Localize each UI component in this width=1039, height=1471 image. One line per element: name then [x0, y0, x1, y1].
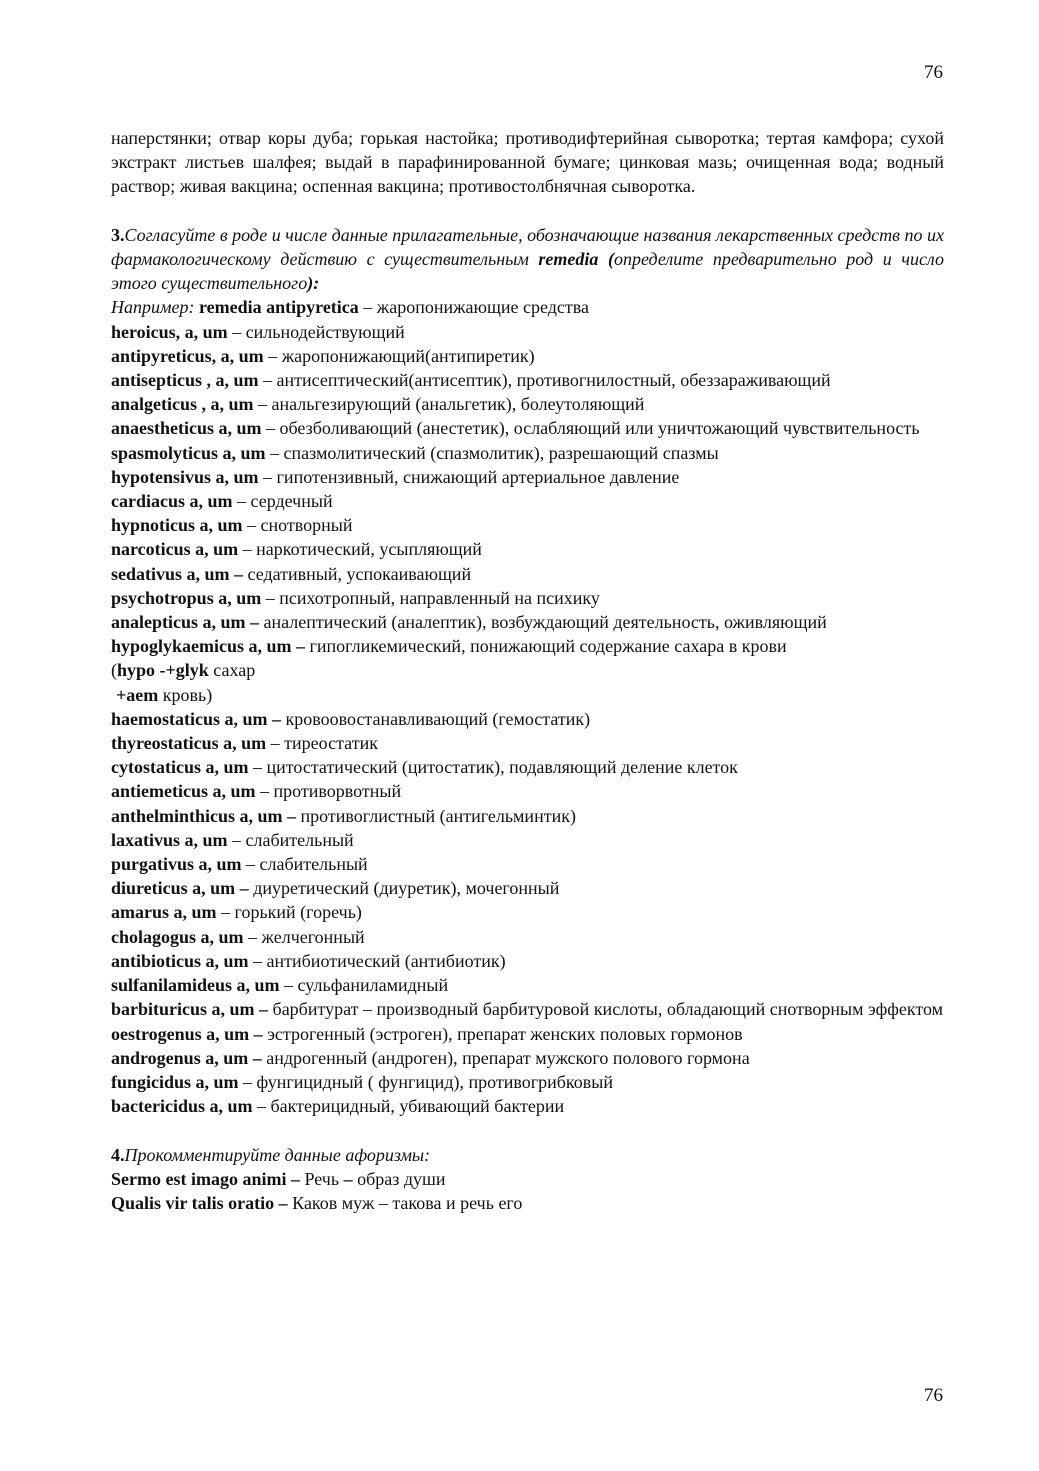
- russian-translation: аналептический (аналептик), возбуждающий деятельность, оживляющий: [263, 612, 827, 633]
- russian-translation: противоглистный (антигельминтик): [300, 805, 576, 826]
- latin-term: analepticus a, um –: [111, 612, 260, 633]
- russian-translation: диуретический (диуретик), мочегонный: [253, 878, 560, 899]
- latin-term: sulfanilamideus a, um: [111, 975, 280, 996]
- russian-translation: тиреостатик: [284, 733, 378, 754]
- page-content: [111, 126, 944, 1215]
- dash-separator: –: [241, 854, 260, 875]
- aphorism-translation: Каков муж – такова и речь его: [292, 1192, 523, 1213]
- aphorism: [111, 1167, 944, 1191]
- aphorism-list: [111, 1167, 944, 1215]
- russian-translation: барбитурат – производный барбитуровой кислоты, обладающий снотворным эффектом: [272, 999, 944, 1020]
- page-number-bottom: 76: [924, 1385, 943, 1406]
- task4-instruction-text: Прокомментируйте данные афоризмы:: [124, 1144, 431, 1165]
- russian-translation: антибиотический (антибиотик): [266, 950, 506, 971]
- glossary-item: [111, 368, 944, 392]
- glossary-item: [111, 731, 944, 755]
- glossary-item: [111, 876, 944, 900]
- dash-separator: –: [279, 975, 298, 996]
- russian-translation: эстрогенный (эстроген), препарат женских половых гормонов: [267, 1023, 743, 1044]
- russian-translation: психотропный, направленный на психику: [279, 587, 600, 608]
- russian-translation: бактерицидный, убивающий бактерии: [270, 1096, 565, 1117]
- latin-term: barbituricus a, um –: [111, 999, 269, 1020]
- aphorism-translation: Речь: [304, 1168, 344, 1189]
- russian-translation: фунгицидный ( фунгицид), противогрибковый: [256, 1071, 613, 1092]
- latin-term: sedativus a, um –: [111, 563, 244, 584]
- example-term: remedia antipyretica: [198, 297, 359, 318]
- task4-number: 4.: [111, 1144, 125, 1165]
- glossary-item: [111, 973, 944, 997]
- dash-separator: –: [242, 515, 261, 536]
- etymology-part: +aem: [116, 684, 159, 705]
- glossary-item: [111, 586, 944, 610]
- etymology-word: сахар: [208, 660, 256, 681]
- task3-instruction-text: Согласуйте в роде и числе данные прилагательные, обозначающие названия лекарственных средств по их фармакологическому действию с существительным: [111, 224, 944, 269]
- spacer: [111, 199, 944, 223]
- aphorism: [111, 1191, 944, 1215]
- russian-translation: слабительный: [259, 854, 368, 875]
- latin-term: hypnoticus a, um: [111, 515, 243, 536]
- latin-term: amarus a, um: [111, 902, 217, 923]
- task3-instruction-note: определите предварительно род и число этого существительного: [111, 249, 945, 294]
- task3-number: 3.: [111, 224, 125, 245]
- latin-term: antisepticus , a, um: [111, 370, 259, 391]
- dash-separator: –: [258, 370, 277, 391]
- latin-term: cytostaticus a, um: [111, 757, 249, 778]
- example-label: Например:: [111, 297, 199, 318]
- glossary-item: [111, 610, 944, 634]
- latin-term: purgativus a, um: [111, 854, 242, 875]
- latin-term: narcoticus a, um: [111, 539, 239, 560]
- dash-separator: –: [227, 829, 246, 850]
- glossary-item: [111, 489, 944, 513]
- task3-instruction: [111, 223, 944, 296]
- dash-separator: –: [216, 902, 235, 923]
- glossary-item: [111, 852, 944, 876]
- dash-separator: –: [261, 587, 280, 608]
- latin-aphorism: Sermo est imago animi –: [111, 1168, 300, 1189]
- latin-term: diureticus a, um –: [111, 878, 249, 899]
- glossary-item: [111, 634, 944, 658]
- russian-translation: гипотензивный, снижающий артериальное давление: [276, 466, 680, 487]
- page-number-top: 76: [924, 62, 943, 83]
- latin-term: oestrogenus a, um –: [111, 1023, 263, 1044]
- glossary-item: [111, 344, 944, 368]
- dash-separator: –: [238, 1071, 257, 1092]
- russian-translation: горький (горечь): [234, 902, 362, 923]
- glossary-item: [111, 416, 944, 440]
- dash-separator: –: [248, 950, 267, 971]
- glossary-item: [111, 925, 944, 949]
- glossary-item: [111, 465, 944, 489]
- glossary-item: [111, 779, 944, 803]
- russian-translation: жаропонижающий(антипиретик): [281, 345, 535, 366]
- glossary-item: [111, 997, 944, 1021]
- russian-translation: желчегонный: [261, 926, 365, 947]
- latin-term: analgeticus , a, um: [111, 394, 254, 415]
- russian-translation: анальгезирующий (анальгетик), болеутоляющий: [271, 394, 645, 415]
- latin-term: androgenus a, um –: [111, 1047, 262, 1068]
- task3-keyword: remedia: [538, 249, 599, 269]
- latin-term: hypoglykaemicus a, um –: [111, 636, 306, 657]
- dash-separator: –: [238, 539, 257, 560]
- etymology-line: [111, 683, 944, 707]
- dash-separator: –: [252, 1096, 271, 1117]
- russian-translation: обезболивающий (анестетик), ослабляющий или уничтожающий чувствительность: [279, 418, 920, 439]
- etymology-part: hypo -+glyk: [117, 660, 209, 681]
- latin-term: anaestheticus a, um: [111, 418, 262, 439]
- glossary-item: [111, 562, 944, 586]
- dash-separator: –: [227, 321, 246, 342]
- russian-translation: сильнодействующий: [245, 321, 405, 342]
- latin-term: antipyreticus, a, um: [111, 345, 264, 366]
- glossary-item: [111, 707, 944, 731]
- latin-term: haemostaticus a, um –: [111, 708, 281, 729]
- task3-paren-open: (: [598, 249, 615, 269]
- glossary-item: [111, 537, 944, 561]
- russian-translation: гипогликемический, понижающий содержание сахара в крови: [309, 636, 787, 657]
- task3-paren-close: ):: [307, 273, 320, 294]
- latin-term: bactericidus a, um: [111, 1096, 253, 1117]
- aphorism-dash: –: [343, 1168, 353, 1189]
- russian-translation: цитостатический (цитостатик), подавляющий деление клеток: [266, 757, 738, 778]
- dash-separator: –: [266, 733, 285, 754]
- latin-term: laxativus a, um: [111, 829, 228, 850]
- glossary-item: [111, 804, 944, 828]
- glossary-item: [111, 828, 944, 852]
- dash-separator: –: [243, 926, 262, 947]
- spacer: [111, 1118, 944, 1142]
- etymology-line: [111, 658, 944, 682]
- etymology-word: кровь): [158, 684, 213, 705]
- latin-term: cardiacus a, um: [111, 491, 233, 512]
- latin-term: heroicus, a, um: [111, 321, 228, 342]
- latin-term: fungicidus a, um: [111, 1071, 239, 1092]
- glossary-list: [111, 320, 944, 1119]
- task3-example: [111, 295, 944, 319]
- latin-term: spasmolyticus a, um: [111, 442, 266, 463]
- latin-term: anthelminthicus a, um –: [111, 805, 297, 826]
- latin-term: cholagogus a, um: [111, 926, 244, 947]
- dash-separator: –: [261, 418, 280, 439]
- dash-separator: –: [263, 345, 282, 366]
- glossary-item: [111, 441, 944, 465]
- russian-translation: слабительный: [245, 829, 354, 850]
- russian-translation: андрогенный (андроген), препарат мужского полового гормона: [266, 1047, 750, 1068]
- latin-term: antiemeticus a, um: [111, 781, 256, 802]
- glossary-item: [111, 900, 944, 924]
- latin-term: thyreostaticus a, um: [111, 733, 267, 754]
- russian-translation: спазмолитический (спазмолитик), разрешающий спазмы: [283, 442, 719, 463]
- russian-translation: снотворный: [260, 515, 353, 536]
- etymology-paren: (: [111, 660, 117, 681]
- task4-instruction: [111, 1143, 944, 1167]
- glossary-item: [111, 949, 944, 973]
- intro-paragraph: наперстянки; отвар коры дуба; горькая настойка; противодифтерийная сыворотка; тертая камфора; сухой экстракт листьев шалфея; выдай в парафинированной бумаге; цинковая мазь; очищенная вода; водный раствор; живая вакцина; оспенная вакцина; противостолбнячная сыворотка.: [111, 128, 944, 197]
- aphorism-translation-end: образ души: [352, 1168, 446, 1189]
- example-translation: – жаропонижающие средства: [358, 297, 589, 318]
- latin-term: hypotensivus a, um: [111, 466, 259, 487]
- russian-translation: кровоовостанавливающий (гемостатик): [285, 708, 591, 729]
- dash-separator: –: [258, 466, 277, 487]
- glossary-item: [111, 755, 944, 779]
- glossary-item: [111, 392, 944, 416]
- dash-separator: –: [248, 757, 267, 778]
- glossary-item: [111, 513, 944, 537]
- russian-translation: сульфаниламидный: [297, 975, 449, 996]
- glossary-item: [111, 1094, 944, 1118]
- latin-term: antibioticus a, um: [111, 950, 249, 971]
- russian-translation: противорвотный: [273, 781, 402, 802]
- glossary-item: [111, 320, 944, 344]
- russian-translation: сердечный: [250, 491, 333, 512]
- latin-aphorism: Qualis vir talis oratio –: [111, 1192, 288, 1213]
- dash-separator: –: [255, 781, 274, 802]
- glossary-item: [111, 1022, 944, 1046]
- dash-separator: –: [232, 491, 251, 512]
- glossary-item: [111, 1046, 944, 1070]
- russian-translation: седативный, успокаивающий: [247, 563, 472, 584]
- glossary-item: [111, 1070, 944, 1094]
- dash-separator: –: [265, 442, 284, 463]
- russian-translation: наркотический, усыпляющий: [256, 539, 482, 560]
- latin-term: psychotropus a, um: [111, 587, 262, 608]
- dash-separator: –: [253, 394, 272, 415]
- russian-translation: антисептический(антисептик), противогнилостный, обеззараживающий: [276, 370, 831, 391]
